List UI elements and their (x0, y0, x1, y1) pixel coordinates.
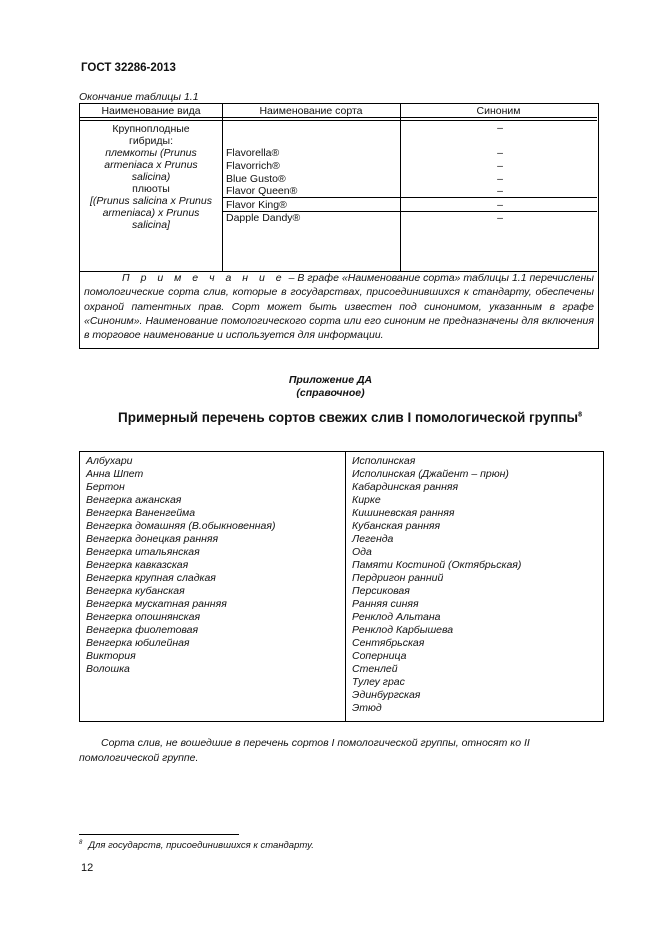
list-item: Сентябрьская (352, 637, 425, 649)
synonym-dash: – (497, 212, 503, 224)
header-synonym: Синоним (476, 105, 521, 117)
species-line: salicina) (131, 171, 171, 183)
list-item: Исполинская (352, 455, 416, 467)
list-item: Бертон (86, 481, 125, 493)
list-item: Венгерка мускатная ранняя (86, 598, 227, 610)
note-text: – В графе «Наименование сорта» таблицы 1.1 перечислены помологические сорта слив, которые в государствах, присоединившихся к стандарту, обеспечены охраной патентных прав. Сорт может быть известен под синонимом, указанным в графе «Синоним». Наименование помологического сорта или его синоним не предназначены для включения в торговое наименование и используется для информации. (84, 272, 594, 342)
header-rule (80, 120, 597, 121)
list-item: Венгерка кубанская (86, 585, 185, 597)
list-item: Памяти Костиной (Октябрьская) (352, 559, 522, 571)
list-item: Кишиневская ранняя (352, 507, 455, 519)
variety-name: Flavor Queen® (226, 185, 298, 197)
list-item: Анна Шпет (86, 468, 144, 480)
synonym-dash: – (497, 185, 503, 197)
variety-name: Blue Gusto® (226, 173, 286, 185)
column-divider (222, 104, 223, 271)
synonym-dash: – (497, 122, 503, 134)
header-rule (80, 117, 597, 118)
synonym-dash: – (497, 173, 503, 185)
list-item: Исполинская (Джайент – прюн) (352, 468, 509, 480)
list-item: Ренклод Альтана (352, 611, 441, 623)
list-item: Ода (352, 546, 372, 558)
list-item: Виктория (86, 650, 136, 662)
list-item: Персиковая (352, 585, 410, 597)
list-item: Ранняя синяя (352, 598, 419, 610)
footnote (79, 840, 314, 851)
header-variety: Наименование сорта (259, 105, 363, 117)
species-line: гибриды: (128, 135, 173, 147)
varieties-table-1-1 (79, 103, 599, 349)
list-item: Венгерка крупная сладкая (86, 572, 216, 584)
variety-name: Flavorella® (226, 147, 280, 159)
footnote-text: Для государств, присоединившихся к стандарту. (88, 840, 314, 852)
list-item: Кубанская ранняя (352, 520, 441, 532)
variety-name: Flavor King® (226, 199, 287, 211)
species-cell (80, 123, 222, 231)
list-item: Венгерка ажанская (86, 494, 182, 506)
list-item: Венгерка кавказская (86, 559, 189, 571)
list-item: Эдинбургская (352, 689, 421, 701)
list-item: Соперница (352, 650, 407, 662)
list-item: Тулеу грас (352, 676, 405, 688)
species-line: [(Prunus salicina x Prunus (90, 195, 212, 207)
table-continuation-label: Окончание таблицы 1.1 (79, 91, 199, 103)
note-label: П р и м е ч а н и е (122, 272, 286, 284)
appendix-title-text: Примерный перечень сортов свежих слив I помологической группы (118, 410, 579, 425)
footnote-separator (79, 834, 239, 835)
appendix-type: (справочное) (296, 387, 365, 399)
plum-varieties-table (79, 451, 604, 722)
header-species: Наименование вида (101, 105, 201, 117)
footnote-mark: 8 (79, 840, 83, 846)
species-line: armeniaca) x Prunus (102, 207, 200, 219)
table-note (84, 271, 594, 342)
list-item: Этюд (352, 702, 382, 714)
list-item: Венгерка Ваненгейма (86, 507, 196, 519)
species-line: armeniaca x Prunus (104, 159, 198, 171)
appendix-label: Приложение ДА (288, 374, 373, 386)
list-item: Стенлей (352, 663, 398, 675)
species-line: Крупноплодные (112, 123, 190, 135)
variety-name: Dapple Dandy® (226, 212, 301, 224)
column-divider (345, 452, 346, 721)
document-header: ГОСТ 32286-2013 (81, 62, 176, 74)
list-item: Волошка (86, 663, 130, 675)
list-item: Кабардинская ранняя (352, 481, 459, 493)
list-item: Пердригон ранний (352, 572, 444, 584)
species-line: племкоты (Prunus (105, 147, 197, 159)
list-item: Венгерка фиолетовая (86, 624, 199, 636)
list-item: Кирке (352, 494, 381, 506)
list-item: Венгерка юбилейная (86, 637, 190, 649)
list-item: Венгерка донецкая ранняя (86, 533, 219, 545)
page-number: 12 (81, 862, 94, 874)
list-item: Ренклод Карбышева (352, 624, 454, 636)
species-line: плюоты (132, 183, 170, 195)
synonym-dash: – (497, 199, 503, 211)
left-variety-list (86, 455, 275, 676)
list-item: Легенда (352, 533, 394, 545)
variety-name: Flavorrich® (226, 160, 280, 172)
list-item: Венгерка опошнянская (86, 611, 201, 623)
list-item: Албухари (86, 455, 133, 467)
appendix-title (0, 410, 661, 425)
synonym-dash: – (497, 160, 503, 172)
list-item: Венгерка домашняя (В.обыкновенная) (86, 520, 276, 532)
footnote-ref: 8 (578, 411, 582, 419)
synonym-dash: – (497, 147, 503, 159)
row-rule (222, 197, 597, 198)
right-variety-list (352, 455, 521, 715)
closing-paragraph: Сорта слив, не вошедшие в перечень сортов I помологической группы, относят ко II помологической группе. (79, 737, 530, 764)
species-line: salicina] (132, 219, 170, 231)
list-item: Венгерка итальянская (86, 546, 200, 558)
